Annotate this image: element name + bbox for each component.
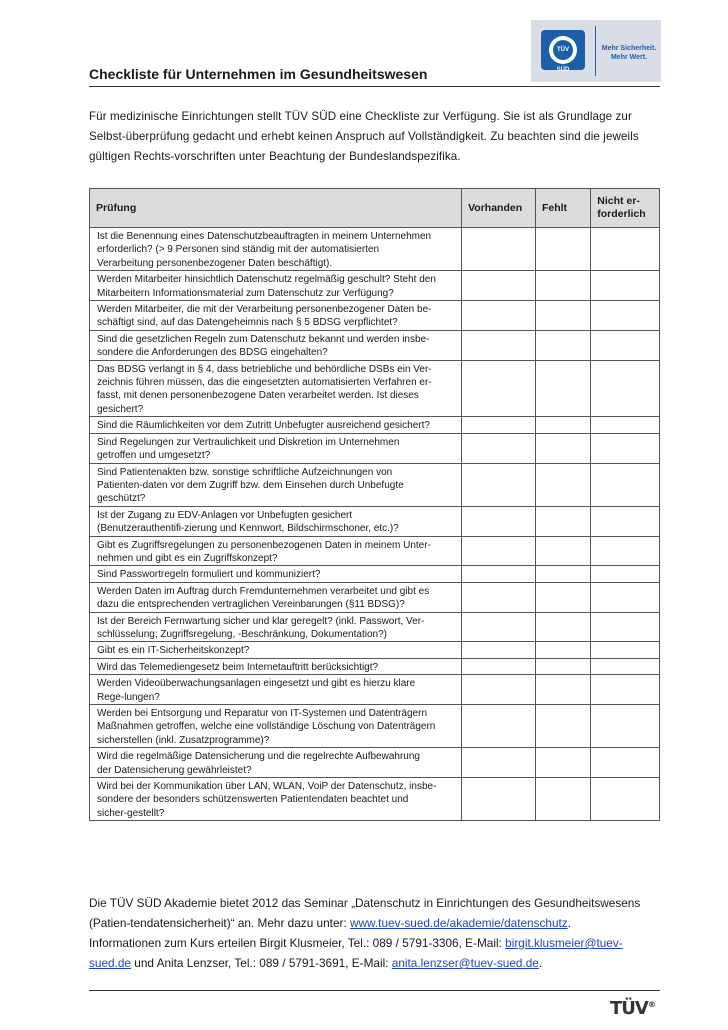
checkbox-missing[interactable] bbox=[535, 228, 590, 271]
check-question-text: Sind die Räumlichkeiten vor dem Zutritt Unbefugter ausreichend gesichert? bbox=[97, 420, 430, 432]
checkbox-present[interactable] bbox=[462, 228, 536, 271]
checkbox-present[interactable] bbox=[462, 536, 536, 566]
title-divider bbox=[89, 86, 660, 87]
table-row bbox=[90, 301, 660, 331]
check-question-text: Wird das Telemediengesetz beim Internetauftritt berücksichtigt? bbox=[97, 661, 379, 673]
checkbox-not-required[interactable] bbox=[591, 506, 660, 536]
check-question bbox=[90, 417, 462, 433]
checkbox-not-required[interactable] bbox=[591, 417, 660, 433]
table-header-row bbox=[90, 189, 660, 228]
check-question-text: Werden Mitarbeiter hinsichtlich Datenschutz regelmäßig geschult? Steht den Mitarbeitern Informationsmaterial zum Datenschutz zur Verfügung? bbox=[97, 274, 436, 299]
checkbox-present[interactable] bbox=[462, 748, 536, 778]
table-row bbox=[90, 330, 660, 360]
checkbox-missing[interactable] bbox=[535, 778, 590, 821]
table-row bbox=[90, 566, 660, 582]
table-row bbox=[90, 748, 660, 778]
checkbox-present[interactable] bbox=[462, 658, 536, 674]
checkbox-present[interactable] bbox=[462, 582, 536, 612]
table-row bbox=[90, 705, 660, 748]
slogan bbox=[601, 44, 657, 62]
table-row bbox=[90, 228, 660, 271]
table-row bbox=[90, 360, 660, 417]
check-question-text: Wird bei der Kommunikation über LAN, WLAN, VoiP der Datenschutz, insbe-sondere der besonders schützenswerten Patientendaten beachtet und sicher-gestellt? bbox=[97, 781, 437, 819]
check-question-text: Sind die gesetzlichen Regeln zum Datenschutz bekannt und werden insbe-sondere die Anforderungen des BDSG eingehalten? bbox=[97, 333, 430, 359]
check-question-text: Gibt es Zugriffsregelungen zu personenbezogenen Daten in meinem Unter-nehmen und gibt es ein Zugriffskonzept? bbox=[97, 539, 431, 564]
check-question bbox=[90, 642, 462, 658]
checkbox-not-required[interactable] bbox=[591, 433, 660, 463]
header-present: Vorhanden bbox=[462, 189, 536, 228]
checkbox-missing[interactable] bbox=[535, 675, 590, 705]
checkbox-present[interactable] bbox=[462, 778, 536, 821]
footer-contact-end: . bbox=[538, 956, 543, 970]
footer-contact-text: Informationen zum Kurs erteilen Birgit Klusmeier, Tel.: 089 / 5791-3306, E-Mail: bbox=[89, 936, 506, 950]
checkbox-not-required[interactable] bbox=[591, 566, 660, 582]
check-question bbox=[90, 748, 462, 778]
checkbox-not-required[interactable] bbox=[591, 271, 660, 301]
logo-divider bbox=[595, 26, 596, 76]
check-question bbox=[90, 612, 462, 642]
table-row bbox=[90, 675, 660, 705]
check-question-text: Sind Regelungen zur Vertraulichkeit und Diskretion im Unternehmen getroffen und umgesetzt? bbox=[97, 436, 400, 462]
check-question-text: Gibt es ein IT-Sicherheitskonzept? bbox=[97, 645, 250, 657]
slogan-line1: Mehr Sicherheit. bbox=[601, 45, 657, 52]
checkbox-not-required[interactable] bbox=[591, 360, 660, 417]
checkbox-not-required[interactable] bbox=[591, 658, 660, 674]
check-question bbox=[90, 536, 462, 566]
checkbox-not-required[interactable] bbox=[591, 642, 660, 658]
checklist-table bbox=[89, 188, 660, 821]
checkbox-present[interactable] bbox=[462, 705, 536, 748]
checkbox-missing[interactable] bbox=[535, 463, 590, 506]
check-question bbox=[90, 705, 462, 748]
table-row bbox=[90, 778, 660, 821]
check-question bbox=[90, 675, 462, 705]
email-link-lenzser[interactable]: anita.lenzser@tuev-sued.de bbox=[391, 956, 539, 970]
checkbox-present[interactable] bbox=[462, 360, 536, 417]
checkbox-present[interactable] bbox=[462, 463, 536, 506]
check-question bbox=[90, 360, 462, 417]
table-row bbox=[90, 582, 660, 612]
header-check: Prüfung bbox=[90, 189, 462, 228]
checkbox-missing[interactable] bbox=[535, 417, 590, 433]
checkbox-missing[interactable] bbox=[535, 271, 590, 301]
checkbox-not-required[interactable] bbox=[591, 705, 660, 748]
checkbox-present[interactable] bbox=[462, 506, 536, 536]
checkbox-present[interactable] bbox=[462, 271, 536, 301]
check-question-text: Sind Passwortregeln formuliert und kommuniziert? bbox=[97, 569, 321, 581]
check-question bbox=[90, 566, 462, 582]
checkbox-present[interactable] bbox=[462, 642, 536, 658]
checkbox-present[interactable] bbox=[462, 433, 536, 463]
badge-text: TÜV SÜD bbox=[553, 40, 573, 60]
check-question bbox=[90, 271, 462, 301]
page-title: Checkliste für Unternehmen im Gesundheitswesen bbox=[89, 66, 428, 82]
check-question-text: Ist der Zugang zu EDV-Anlagen vor Unbefugten gesichert (Benutzerauthentifi-zierung und Kennwort, Bildschirmschoner, etc.)? bbox=[97, 509, 399, 535]
checkbox-present[interactable] bbox=[462, 675, 536, 705]
table-row bbox=[90, 536, 660, 566]
footer-seminar-end: . bbox=[567, 916, 571, 930]
check-question bbox=[90, 582, 462, 612]
checkbox-missing[interactable] bbox=[535, 330, 590, 360]
checkbox-not-required[interactable] bbox=[591, 463, 660, 506]
footer-divider bbox=[89, 990, 660, 991]
footer-seminar-paragraph bbox=[89, 893, 664, 933]
table-row bbox=[90, 642, 660, 658]
checkbox-present[interactable] bbox=[462, 330, 536, 360]
check-question-text: Ist der Bereich Fernwartung sicher und klar geregelt? (inkl. Passwort, Ver-schlüsselung; Zugriffsregelung, -Beschränkung, Dokumentation?) bbox=[97, 615, 425, 640]
checkbox-not-required[interactable] bbox=[591, 612, 660, 642]
checkbox-missing[interactable] bbox=[535, 642, 590, 658]
table-row bbox=[90, 506, 660, 536]
check-question-text: Wird die regelmäßige Datensicherung und die regelrechte Aufbewahrung der Datensicherung gewährleistet? bbox=[97, 751, 420, 776]
checkbox-missing[interactable] bbox=[535, 566, 590, 582]
checkbox-missing[interactable] bbox=[535, 506, 590, 536]
checkbox-present[interactable] bbox=[462, 612, 536, 642]
check-question bbox=[90, 778, 462, 821]
checkbox-missing[interactable] bbox=[535, 705, 590, 748]
checkbox-not-required[interactable] bbox=[591, 778, 660, 821]
check-question bbox=[90, 658, 462, 674]
slogan-line2: Mehr Wert. bbox=[610, 54, 648, 61]
check-question-text: Werden Mitarbeiter, die mit der Verarbeitung personenbezogener Daten be-schäftigt sind, auf das Datengeheimnis nach § 5 BDSG verpflichtet? bbox=[97, 304, 432, 329]
checkbox-missing[interactable] bbox=[535, 536, 590, 566]
checkbox-not-required[interactable] bbox=[591, 228, 660, 271]
footer-seminar-text: Die TÜV SÜD Akademie bietet 2012 das Seminar „Datenschutz in Einrichtungen des Gesundheitswesens (Patien-tendatensicherheit)“ an. Mehr dazu unter: bbox=[89, 896, 641, 930]
checkbox-missing[interactable] bbox=[535, 748, 590, 778]
header-missing: Fehlt bbox=[535, 189, 590, 228]
seminar-link[interactable]: www.tuev-sued.de/akademie/datenschutz bbox=[349, 916, 568, 930]
checkbox-missing[interactable] bbox=[535, 582, 590, 612]
table-row bbox=[90, 658, 660, 674]
check-question bbox=[90, 433, 462, 463]
intro-paragraph: Für medizinische Einrichtungen stellt TÜV SÜD eine Checkliste zur Verfügung. Sie ist als Grundlage zur Selbst-überprüfung gedacht und erhebt keinen Anspruch auf Vollständigkeit. Zu beachten sind die jeweils gültigen Rechts-vorschriften unter Beachtung der Bundeslandspezifika. bbox=[89, 110, 639, 163]
footer-contact-mid: und Anita Lenzser, Tel.: 089 / 5791-3691, E-Mail: bbox=[130, 956, 392, 970]
check-question bbox=[90, 228, 462, 271]
checkbox-present[interactable] bbox=[462, 566, 536, 582]
checkbox-missing[interactable] bbox=[535, 360, 590, 417]
checkbox-not-required[interactable] bbox=[591, 301, 660, 331]
checkbox-present[interactable] bbox=[462, 417, 536, 433]
checkbox-not-required[interactable] bbox=[591, 582, 660, 612]
footer-logo-text: TÜV bbox=[610, 998, 648, 1019]
footer-logo: TÜV® bbox=[610, 998, 655, 1019]
table-row bbox=[90, 612, 660, 642]
checkbox-not-required[interactable] bbox=[591, 330, 660, 360]
checkbox-not-required[interactable] bbox=[591, 675, 660, 705]
checkbox-missing[interactable] bbox=[535, 301, 590, 331]
check-question-text: Ist die Benennung eines Datenschutzbeauftragten in meinem Unternehmen erforderlich? (> 9 Personen sind ständig mit der automatisierten Verarbeitung personenbezogener Daten beschäftigt). bbox=[97, 231, 432, 269]
table-row bbox=[90, 417, 660, 433]
check-question bbox=[90, 330, 462, 360]
tuv-sued-logo bbox=[531, 20, 661, 82]
check-question-text: Werden bei Entsorgung und Reparatur von IT-Systemen und Datenträgern Maßnahmen getroffen, welche eine vollständige Löschung von Datenträgern sicherstellen (inkl. Zusatzprogramme)? bbox=[97, 708, 436, 746]
check-question-text: Werden Daten im Auftrag durch Fremdunternehmen verarbeitet und gibt es dazu die entsprechenden vertraglichen Vereinbarungen (§11 BDSG)? bbox=[97, 585, 430, 611]
table-row bbox=[90, 271, 660, 301]
checkbox-not-required[interactable] bbox=[591, 536, 660, 566]
header-not-required: Nicht er-forderlich bbox=[591, 189, 660, 228]
checkbox-missing[interactable] bbox=[535, 433, 590, 463]
check-question-text: Werden Videoüberwachungsanlagen eingesetzt und gibt es hierzu klare Rege-lungen? bbox=[97, 678, 416, 703]
check-question bbox=[90, 463, 462, 506]
email-link-klusmeier[interactable]: birgit.klusmeier@tuev-sued.de bbox=[89, 936, 623, 970]
table-row bbox=[90, 433, 660, 463]
check-question-text: Sind Patientenakten bzw. sonstige schriftliche Aufzeichnungen von Patienten-daten vor dem Zugriff bzw. dem Einsehen durch Unbefugte geschützt? bbox=[97, 466, 404, 505]
checkbox-missing[interactable] bbox=[535, 658, 590, 674]
tuv-badge-icon bbox=[541, 30, 585, 73]
footer-contact-paragraph bbox=[89, 933, 664, 973]
footer-text bbox=[89, 893, 664, 973]
check-question-text: Das BDSG verlangt in § 4, dass betriebliche und behördliche DSBs ein Ver-zeichnis führen müssen, das die eingesetzten automatisierten Verfahren er-fasst, mit denen personenbezogene Daten verarbeitet werden. Ist dieses gesichert? bbox=[97, 363, 432, 415]
checkbox-not-required[interactable] bbox=[591, 748, 660, 778]
checkbox-missing[interactable] bbox=[535, 612, 590, 642]
checkbox-present[interactable] bbox=[462, 301, 536, 331]
table-row bbox=[90, 463, 660, 506]
check-question bbox=[90, 301, 462, 331]
check-question bbox=[90, 506, 462, 536]
